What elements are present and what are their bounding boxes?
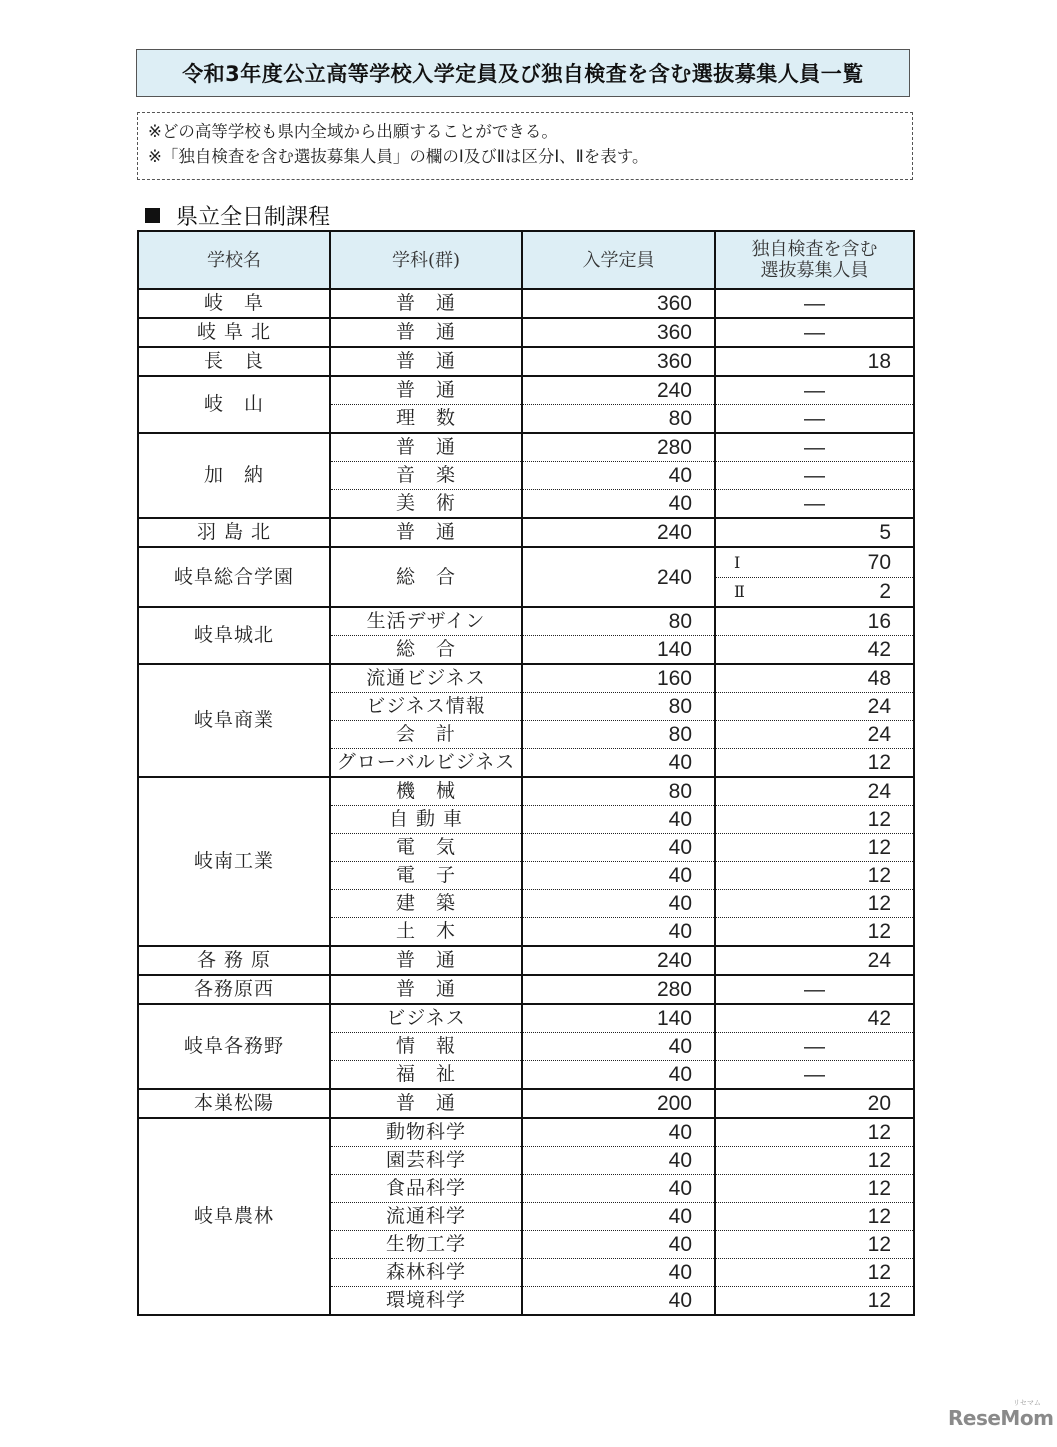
department-name: 流通ビジネス — [330, 664, 522, 693]
department-name: 建 築 — [330, 890, 522, 918]
selection-value: 12 — [715, 1118, 914, 1147]
department-name: 普 通 — [330, 975, 522, 1004]
capacity-value: 40 — [522, 749, 715, 778]
selection-value: ― — [715, 975, 914, 1004]
table-row — [138, 1118, 914, 1147]
selection-category — [716, 577, 913, 606]
selection-value: ― — [715, 318, 914, 347]
school-name: 長 良 — [138, 347, 330, 376]
school-name: 羽 島 北 — [138, 518, 330, 547]
department-name: 普 通 — [330, 1089, 522, 1118]
section-heading-text: 県立全日制課程 — [176, 205, 331, 230]
capacity-value: 40 — [522, 1203, 715, 1231]
selection-value: 20 — [715, 1089, 914, 1118]
selection-value: 18 — [715, 347, 914, 376]
capacity-value: 40 — [522, 1175, 715, 1203]
capacity-value: 240 — [522, 946, 715, 975]
department-name: 理 数 — [330, 405, 522, 434]
table-row — [138, 975, 914, 1004]
selection-value: 24 — [715, 777, 914, 806]
table-row — [138, 318, 914, 347]
school-name: 岐 阜 北 — [138, 318, 330, 347]
capacity-value: 80 — [522, 721, 715, 749]
table-row — [138, 289, 914, 318]
selection-value: 12 — [715, 862, 914, 890]
document-title: 令和3年度公立高等学校入学定員及び独自検査を含む選抜募集人員一覧 — [136, 49, 910, 97]
selection-value: ― — [715, 462, 914, 490]
capacity-value: 240 — [522, 518, 715, 547]
selection-value: ― — [715, 289, 914, 318]
school-name: 本巣松陽 — [138, 1089, 330, 1118]
capacity-value: 40 — [522, 1147, 715, 1175]
department-name: 普 通 — [330, 376, 522, 405]
school-name: 岐阜商業 — [138, 664, 330, 777]
header-capacity: 入学定員 — [522, 231, 715, 289]
table-row — [138, 1089, 914, 1118]
department-name: 園芸科学 — [330, 1147, 522, 1175]
capacity-value: 40 — [522, 1287, 715, 1316]
table-row — [138, 347, 914, 376]
department-name: 普 通 — [330, 318, 522, 347]
table-row — [138, 1004, 914, 1033]
table-row — [138, 777, 914, 806]
department-name: 電 子 — [330, 862, 522, 890]
selection-value: 12 — [715, 918, 914, 947]
capacity-value: 80 — [522, 607, 715, 636]
capacity-value: 40 — [522, 890, 715, 918]
capacity-value: 40 — [522, 1118, 715, 1147]
selection-value: 16 — [715, 607, 914, 636]
capacity-value: 40 — [522, 1061, 715, 1090]
selection-value: 12 — [715, 834, 914, 862]
admission-table — [137, 230, 915, 1316]
selection-value: 12 — [715, 1147, 914, 1175]
department-name: ビジネス — [330, 1004, 522, 1033]
department-name: 土 木 — [330, 918, 522, 947]
capacity-value: 40 — [522, 1033, 715, 1061]
table-row — [138, 946, 914, 975]
school-name: 岐阜城北 — [138, 607, 330, 664]
department-name: 会 計 — [330, 721, 522, 749]
department-name: 流通科学 — [330, 1203, 522, 1231]
department-name: 機 械 — [330, 777, 522, 806]
school-name: 加 納 — [138, 433, 330, 518]
department-name: 普 通 — [330, 347, 522, 376]
capacity-value: 40 — [522, 862, 715, 890]
selection-value: 5 — [715, 518, 914, 547]
department-name: 普 通 — [330, 518, 522, 547]
capacity-value: 40 — [522, 490, 715, 519]
section-heading — [145, 200, 330, 231]
black-square-icon — [145, 208, 160, 223]
capacity-value: 40 — [522, 806, 715, 834]
selection-value: ― — [715, 433, 914, 462]
selection-value: ― — [715, 405, 914, 434]
school-name: 岐 阜 — [138, 289, 330, 318]
selection-value: ― — [715, 1061, 914, 1090]
header-department: 学科(群) — [330, 231, 522, 289]
table-row — [138, 607, 914, 636]
capacity-value: 40 — [522, 834, 715, 862]
notes-box — [137, 112, 913, 180]
school-name: 岐 山 — [138, 376, 330, 433]
selection-value: 12 — [715, 806, 914, 834]
selection-value: ― — [715, 376, 914, 405]
table-row — [138, 664, 914, 693]
department-name: 生活デザイン — [330, 607, 522, 636]
table-row — [138, 433, 914, 462]
department-name: 森林科学 — [330, 1259, 522, 1287]
department-name: ビジネス情報 — [330, 693, 522, 721]
selection-value: 12 — [715, 1175, 914, 1203]
school-name: 岐阜各務野 — [138, 1004, 330, 1089]
category-label: Ⅱ — [734, 581, 745, 601]
header-selection: 独自検査を含む 選抜募集人員 — [715, 231, 914, 289]
selection-value: 12 — [715, 1259, 914, 1287]
capacity-value: 140 — [522, 636, 715, 665]
department-name: 環境科学 — [330, 1287, 522, 1316]
department-name: 普 通 — [330, 946, 522, 975]
capacity-value: 360 — [522, 318, 715, 347]
department-name: 普 通 — [330, 433, 522, 462]
table-header-row — [138, 231, 914, 289]
capacity-value: 360 — [522, 347, 715, 376]
selection-value: ― — [715, 1033, 914, 1061]
department-name: 美 術 — [330, 490, 522, 519]
selection-value: 24 — [715, 946, 914, 975]
capacity-value: 80 — [522, 777, 715, 806]
header-school: 学校名 — [138, 231, 330, 289]
category-label: Ⅰ — [734, 553, 741, 573]
selection-value: 12 — [715, 749, 914, 778]
table-body — [138, 289, 914, 1315]
department-name: 総 合 — [330, 636, 522, 665]
department-name: 自 動 車 — [330, 806, 522, 834]
selection-value: 48 — [715, 664, 914, 693]
selection-value: 12 — [715, 1231, 914, 1259]
selection-category — [716, 549, 913, 577]
capacity-value: 80 — [522, 693, 715, 721]
department-name: 福 祉 — [330, 1061, 522, 1090]
selection-value: 24 — [715, 693, 914, 721]
capacity-value: 360 — [522, 289, 715, 318]
capacity-value: 40 — [522, 1231, 715, 1259]
department-name: 情 報 — [330, 1033, 522, 1061]
selection-value: ― — [715, 490, 914, 519]
table-row — [138, 376, 914, 405]
selection-value — [715, 547, 914, 607]
department-name: 食品科学 — [330, 1175, 522, 1203]
capacity-value: 200 — [522, 1089, 715, 1118]
category-value: 2 — [879, 579, 891, 603]
department-name: 生物工学 — [330, 1231, 522, 1259]
selection-value: 12 — [715, 1203, 914, 1231]
selection-value: 42 — [715, 636, 914, 665]
category-value: 70 — [867, 551, 891, 575]
table-row — [138, 547, 914, 607]
school-name: 各 務 原 — [138, 946, 330, 975]
department-name: 動物科学 — [330, 1118, 522, 1147]
table-row — [138, 518, 914, 547]
capacity-value: 140 — [522, 1004, 715, 1033]
selection-value: 12 — [715, 890, 914, 918]
watermark-subtext: リセマム — [1013, 1399, 1041, 1407]
department-name: 音 楽 — [330, 462, 522, 490]
selection-value: 12 — [715, 1287, 914, 1316]
selection-value: 24 — [715, 721, 914, 749]
capacity-value: 40 — [522, 1259, 715, 1287]
school-name: 岐南工業 — [138, 777, 330, 946]
resemom-logo: ReseMom — [948, 1406, 1054, 1430]
capacity-value: 40 — [522, 462, 715, 490]
capacity-value: 280 — [522, 975, 715, 1004]
department-name: グローバルビジネス — [330, 749, 522, 778]
department-name: 総 合 — [330, 547, 522, 607]
department-name: 普 通 — [330, 289, 522, 318]
capacity-value: 240 — [522, 376, 715, 405]
capacity-value: 160 — [522, 664, 715, 693]
school-name: 岐阜総合学園 — [138, 547, 330, 607]
capacity-value: 280 — [522, 433, 715, 462]
selection-value: 42 — [715, 1004, 914, 1033]
school-name: 岐阜農林 — [138, 1118, 330, 1315]
note-2: ※「独自検査を含む選抜募集人員」の欄のⅠ及びⅡは区分Ⅰ、Ⅱを表す。 — [148, 147, 649, 166]
capacity-value: 80 — [522, 405, 715, 434]
note-1: ※どの高等学校も県内全域から出願することができる。 — [148, 122, 558, 141]
school-name: 各務原西 — [138, 975, 330, 1004]
capacity-value: 40 — [522, 918, 715, 947]
department-name: 電 気 — [330, 834, 522, 862]
capacity-value: 240 — [522, 547, 715, 607]
